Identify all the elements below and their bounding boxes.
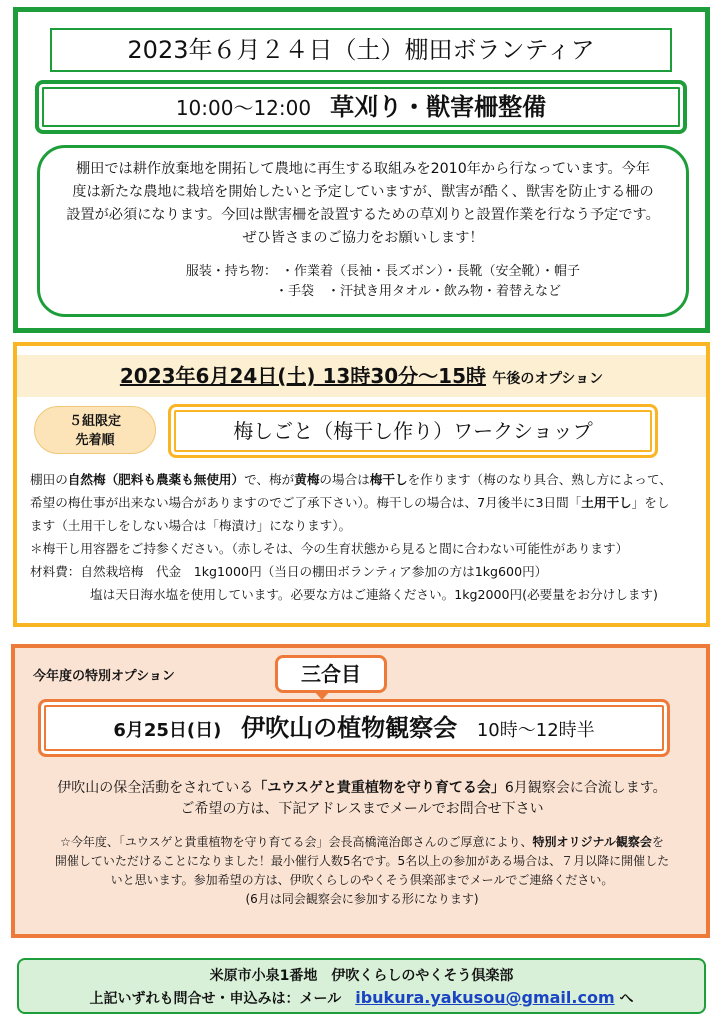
text-bold: 「ユウスゲと貴重植物を守り育てる会」 <box>253 780 505 796</box>
workshop-body <box>30 468 700 606</box>
items-line-2: ・手袋 ・汗拭き用タオル・飲み物・着替えなど <box>274 284 561 299</box>
text: 6月観察会に合流します。 <box>504 780 667 796</box>
text: ます（土用干しをしない場合は「梅漬け」になります）。 <box>30 518 352 533</box>
workshop-note: ＊梅干し用容器をご持参ください。（赤しそは、今の生育状態から見ると間に合わない可能性があります） <box>30 541 629 556</box>
workshop-paragraph-1 <box>30 468 700 537</box>
items-line-1: 服装・持ち物： ・作業着（長袖・長ズボン）・長靴（安全靴）・帽子 <box>185 264 581 279</box>
text: 棚田の <box>30 472 68 487</box>
text: (6月は同会観察会に参加する形になります) <box>245 892 479 906</box>
desc-line-4: ぜひ皆さまのご協力をお願いします！ <box>242 230 484 246</box>
text: の場合は <box>319 472 370 487</box>
limited-badge <box>34 406 156 454</box>
text-bold: 自然梅（肥料も農薬も無使用） <box>67 472 245 487</box>
volunteer-description <box>37 145 689 317</box>
special-option-label: 今年度の特別オプション <box>33 669 175 684</box>
observation-title: 伊吹山の植物観察会 <box>241 714 458 742</box>
items-list <box>56 262 670 302</box>
text: を <box>651 835 664 849</box>
footer-contact-line <box>19 987 704 1010</box>
text: 希望の梅仕事が出来ない場合がありますのでご了承下さい）。梅干しの場合は、7月後半に3日間「 <box>30 495 582 510</box>
badge-line-2: 先着順 <box>75 433 115 448</box>
text: 」をし <box>631 495 670 510</box>
volunteer-subtitle <box>35 80 687 134</box>
observation-banner <box>38 699 670 757</box>
observation-paragraph-2 <box>22 833 702 909</box>
desc-line-3: 設置が必須になります。今回は獣害柵を設置するための草刈りと設置作業を行なう予定です。 <box>66 207 660 223</box>
workshop-date: 2023年6月24日(土) 13時30分～15時 <box>119 364 487 388</box>
text: 上記いずれも問合せ・申込みは：メール <box>89 991 356 1007</box>
text: を作ります（梅のなり具合、熟し方によって、 <box>407 472 672 487</box>
footer-address: 米原市小泉1番地 伊吹くらしのやくそう倶楽部 <box>209 968 514 984</box>
text: へ <box>614 991 634 1007</box>
workshop-cost: 材料費：自然栽培梅 代金 1kg1000円（当日の棚田ボランティア参加の方は1kg600円） <box>30 564 548 579</box>
volunteer-activity: 草刈り・獣害柵整備 <box>330 93 547 121</box>
workshop-option-note: 午後のオプション <box>492 371 604 387</box>
observation-paragraph-1 <box>22 778 702 820</box>
desc-line-2: 度は新たな農地に栽培を開始したいと予定していますが、獣害が酷く、獣害を防止する柵の <box>72 184 654 200</box>
text-bold: 梅干し <box>369 472 408 487</box>
text-bold: 特別オリジナル観察会 <box>532 835 652 849</box>
workshop-title: 梅しごと（梅干し作り）ワークショップ <box>168 404 658 458</box>
desc-line-1: 棚田では耕作放棄地を開拓して農地に再生する取組みを2010年から行なっています。今年 <box>75 161 651 177</box>
observation-time: 10時～12時半 <box>476 720 595 741</box>
email-link[interactable]: ibukura.yakusou@gmail.com <box>355 988 615 1007</box>
text: 開催していただけることになりました！最小催行人数5名です。5名以上の参加がある場合は、７月以降に開催した <box>54 854 670 868</box>
workshop-salt: 塩は天日海水塩を使用しています。必要な方はご連絡ください。1kg2000円(必要量をお分けします) <box>90 587 658 602</box>
text: で、梅が <box>244 472 295 487</box>
text-bold: 黄梅 <box>294 472 320 487</box>
text: ☆今年度、「ユウスゲと貴重植物を守り育てる会」会長高橋滝治郎さんのご厚意により、 <box>60 835 533 849</box>
volunteer-time: 10:00～12:00 <box>175 96 312 120</box>
text: ご希望の方は、下記アドレスまでメールでお問合せ下さい <box>180 801 544 817</box>
badge-line-1: ５組限定 <box>68 414 121 429</box>
third-station-callout: 三合目 <box>275 655 387 693</box>
text: 伊吹山の保全活動をされている <box>57 780 254 796</box>
contact-footer <box>17 958 706 1014</box>
volunteer-title: 2023年６月２４日（土）棚田ボランティア <box>50 28 672 72</box>
workshop-header <box>17 355 706 397</box>
text-bold: 土用干し <box>581 495 632 510</box>
text: いと思います。参加希望の方は、伊吹くらしのやくそう倶楽部までメールでご連絡ください。 <box>110 873 614 887</box>
observation-date: 6月25日(日) <box>113 720 222 741</box>
